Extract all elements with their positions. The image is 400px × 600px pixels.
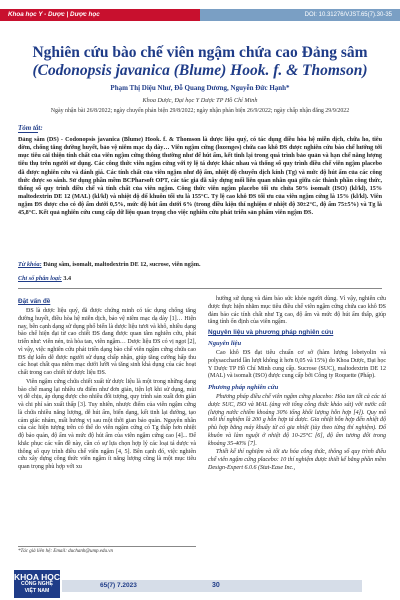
keywords-label: Từ khóa: <box>18 262 42 268</box>
title-line-1: Nghiên cứu bào chế viên ngậm chứa cao Đảng sâm <box>32 44 368 61</box>
abstract-heading-text: Tóm tắt: <box>18 124 43 132</box>
materials-subheading: Nguyên liệu <box>208 340 242 347</box>
intro-paragraph-2: Viên ngậm cứng chứa chiết xuất từ dược liệu là một trong những dạng bào chế mang lại nhiều ưu điểm như đơn giản, tiện lợi khi sử dụng, mùi vị dễ chịu, áp dụng được cho nhiều đối tượng, quy trình sản xuất đơn giản và chi phí sản xuất thấp [3]. Tuy nhiên, nhược điểm của viên ngậm cứng là chứa nhiều năng lượng, dễ hút ẩm, biến dạng, kết tinh lại đường, tạo cảm giác nhám, mất hương vị sau một thời gian bảo quản. Nguyên nhân của các hiện tượng trên có thể do viên ngậm cứng có Tg thấp hơn nhiệt độ bảo quản, độ ẩm và mức độ hút ẩm của viên ngậm cứng cao [4]... Để khắc phục các vấn đề này, cần có sự lựa chọn hợp lý các loại tá dược và thông số quy trình điều chế viên ngậm [4, 5]. Bên cạnh đó, việc nghiên cứu xây dựng công thức viên ngậm ít năng lượng cũng là một mục tiêu quan trọng phù hợp với xu <box>18 378 196 470</box>
doi-band <box>200 9 400 21</box>
logo-line-1: KHOA HỌC <box>14 572 60 582</box>
affiliation: Khoa Dược, Đại học Y Dược TP Hồ Chí Minh <box>142 97 258 104</box>
abstract-text: Đảng sâm (DS) - Codonopsis javanica (Blume) Hook. f. & Thomson là dược liệu quý, có tác dụng điều hòa hệ miễn dịch, chữa ho, tiêu đờm, chống tăng đường huyết, bảo vệ niêm mạc dạ dày… Viên ngậm cứng (lozenges) chứa cao khô ĐS được nghiên cứu bào chế hướng tới mục tiêu cải thiện tính chất của viên ngậm cứng thông thường như để hút ẩm, kết tinh lại trong quá trình bảo quản và hạn chế năng lượng tiêu thụ trên người sử dụng. Các công thức viên ngậm cứng với tỷ lệ tá dược khác nhau và thống số quy trình điều chế viên ngậm placebo đã được nghiên cứu và đánh giá. Các tính chất của viên ngậm như độ ẩm, nhiệt độ chuyển dịch kính (Tg) và mức độ hút ẩm của các công thức được so sánh. Sử dụng phần mềm BCPharsoft OPT, các tác giả đã xây dựng mối liên quan nhân quả giữa các thành phần công thức, thống số quy trình điều chế và tính chất của viên ngậm. Công thức viên ngậm placebo tối ưu chứa 50% isomalt (ISO) (kl/kl), 15% maltodextrin DE 12 (MAL) (kl/kl) và nhiệt độ đổ khuôn tối ưu là 155°C. Tỷ lệ cao khô ĐS tối ưu của viên ngậm cứng là 15% (kl/kl). Viên ngậm ĐS được cho có độ ẩm dưới 0,5%, mức độ hút ẩm dưới 6% (trong điều kiện thí nghiệm ở nhiệt độ 30±2°C, độ ẩm 75±5%) và Tg là 45,8°C. Kết quả nghiên cứu cung cấp dữ liệu quan trọng cho việc nghiên cứu phát triển sản phẩm viên ngậm ĐS. <box>18 137 382 217</box>
journal-logo <box>14 570 60 598</box>
page-number: 30 <box>212 582 220 589</box>
keywords-text: Đảng sâm, isomalt, maltodextrin DE 12, sucrose, viên ngậm. <box>43 262 201 268</box>
intro-continued: hướng sử dụng và đảm bảo sức khỏe người dùng. Vì vậy, nghiên cứu được thực hiện nhằm mục tiêu điều chế viên ngậm cứng chứa cao khô ĐS đảm bảo các tính chất như Tg cao, độ ẩm và mức độ hút ẩm thấp, giúp tăng tính ổn định của viên ngậm. <box>208 296 386 326</box>
page-footer <box>0 566 400 600</box>
article-title <box>20 44 380 80</box>
journal-header <box>0 0 400 26</box>
methods-heading: Nguyên liệu và phương pháp nghiên cứu <box>208 329 334 336</box>
right-column <box>208 296 386 474</box>
submission-dates: Ngày nhận bài 26/8/2022; ngày chuyển phản biện 29/8/2022; ngày nhận phản biện 26/9/2022; ngày chấp nhận đăng 29/9/2022 <box>50 108 350 114</box>
methods-paragraph-1: Phương pháp điều chế viên ngậm cứng placebo: Hòa tan tất cả các tá dược SUC, ISO và MAL (ảng với tổng công thức khảo sát) với nước cất (lượng nước chiếm khoảng 30% tổng khối lượng hỗn hợp [4]). Quy mô mỗi thí nghiệm là 200 g hỗn hợp tá dược. Gia nhiệt hỗn hợp đến nhiệt độ phù hợp bằng máy khuấy từ có gia nhiệt (tùy theo từng thí nghiệm). Đổ khuôn và làm nguội ở nhiệt độ 10-25°C [6], độ ẩm tương đối trong khoảng 35-40% [7]. <box>208 394 386 447</box>
title-line-2: (Codonopsis javanica (Blume) Hook. f. & Thomson) <box>32 62 368 79</box>
materials-paragraph: Cao khô ĐS đạt tiêu chuẩn cơ sở (hàm lượng lobetyolin và polysaccharid lần lượt không ít hơn 0,05 và 15%) do Khoa Dược, Đại học Y Dược TP Hồ Chí Minh cung cấp. Sucrose (SUC), maltodextrin DE 12 (MAL) và isomalt (ISO) được cung cấp bởi Công ty Roquette (Pháp). <box>208 350 386 380</box>
authors: Phạm Thị Diệu Như, Đỗ Quang Dương, Nguyễn Đức Hạnh* <box>110 84 290 92</box>
corresponding-author-footnote: *Tác giả liên hệ: Email: duchanh@ump.edu.vn <box>18 546 196 554</box>
logo-line-2: CÔNG NGHỆ <box>21 581 53 587</box>
left-column <box>18 296 196 473</box>
abstract-heading-underline <box>18 132 38 133</box>
journal-section-label: Khoa học Y - Dược | Dược học <box>8 11 100 18</box>
section-band <box>0 9 200 21</box>
issue-number: 65(7) 7.2023 <box>100 582 137 589</box>
doi-link[interactable]: DOI: 10.31276/VJST.65(7).30-35 <box>304 12 392 18</box>
divider <box>18 288 382 289</box>
keywords <box>18 262 382 268</box>
abstract-heading <box>18 124 43 132</box>
intro-paragraph-1: ĐS là dược liệu quý, đã được chứng minh có tác dụng chống tăng đường huyết, điều hòa hệ miễn dịch, bảo vệ niêm mạc dạ dày [1]… Hiện nay, bên cạnh dạng sử dụng phổ biến là dược liệu tươi và khô, nhiều dạng bào chế hiện đại từ cao chiết ĐS đang được quan tâm nghiên cứu, phát triển như: viên nén, trà hòa tan, viên ngậm… Dược liệu ĐS có vị ngọt [2], vì vậy, việc nghiên cứu phát triển dạng bào chế viên ngậm cứng chứa cao ĐS dự kiến dễ được người sử dụng chấp nhận, giúp tăng cường hấp thu các hoạt chất qua niêm mạc dưới lưỡi và tăng sinh khả dụng của các hoạt chất trong cao chiết từ dược liệu ĐS. <box>18 308 196 376</box>
classification <box>18 276 71 282</box>
methods-subheading: Phương pháp nghiên cứu <box>208 384 279 391</box>
intro-heading: Đặt vấn đề <box>18 298 51 305</box>
methods-paragraph-2: Thiết kế thí nghiệm và tối ưu hóa công thức, thông số quy trình điều chế viên ngậm cứng placebo: 10 thí nghiệm được thiết kế bằng phần mềm Design-Expert 6.0.6 (Stat-Ease Inc., <box>208 449 386 471</box>
logo-line-3: VIỆT NAM <box>24 588 50 594</box>
classification-label: Chỉ số phân loại: <box>18 276 62 282</box>
classification-value: 3.4 <box>63 276 72 282</box>
